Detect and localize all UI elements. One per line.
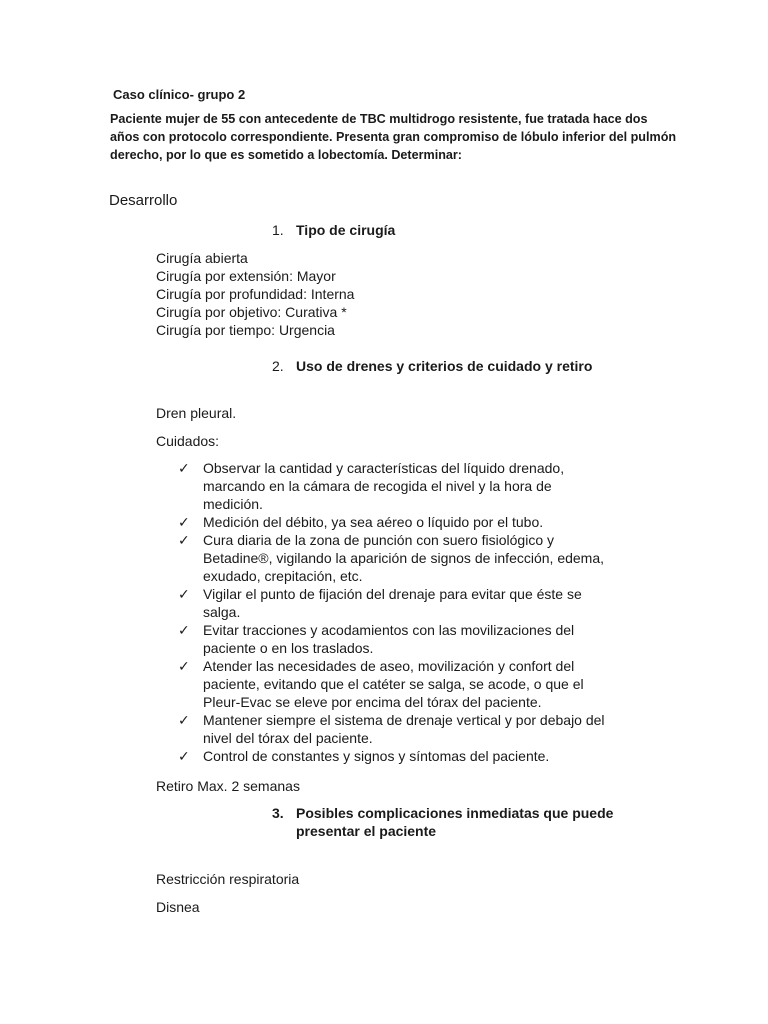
- surgery-type-item: Cirugía por tiempo: Urgencia: [156, 322, 335, 338]
- complication-item: Disnea: [156, 899, 200, 915]
- care-item-line: Cura diaria de la zona de punción con suero fisiológico y: [203, 532, 554, 548]
- care-item: [178, 585, 678, 621]
- question-3-title: [296, 804, 613, 840]
- care-item-line: paciente, evitando que el catéter se salga, se acode, o que el: [203, 676, 584, 692]
- care-item-line: medición.: [203, 496, 263, 512]
- question-3-title-line: presentar el paciente: [296, 823, 437, 839]
- care-item: [178, 513, 678, 531]
- care-item-line: marcando en la cámara de recogida el nivel y la hora de: [203, 478, 552, 494]
- care-checklist: [178, 459, 678, 765]
- case-description: [110, 110, 677, 164]
- care-item-line: exudado, crepitación, etc.: [203, 568, 363, 584]
- section-title: Desarrollo: [109, 192, 178, 209]
- care-item-line: Pleur-Evac se eleve por encima del tórax del paciente.: [203, 694, 542, 710]
- care-item-line: Mantener siempre el sistema de drenaje vertical y por debajo del: [203, 712, 605, 728]
- checkmark-icon: ✓: [178, 460, 190, 476]
- care-item-line: Vigilar el punto de fijación del drenaje para evitar que éste se: [203, 586, 582, 602]
- care-item: [178, 657, 678, 711]
- intro-line: Paciente mujer de 55 con antecedente de TBC multidrogo resistente, fue tratada hace dos: [110, 112, 648, 126]
- surgery-type-item: Cirugía por objetivo: Curativa *: [156, 304, 347, 320]
- question-1-heading: [272, 222, 395, 238]
- care-item: [178, 531, 678, 585]
- surgery-type-item: Cirugía por extensión: Mayor: [156, 268, 336, 284]
- checkmark-icon: ✓: [178, 586, 190, 602]
- surgery-type-item: Cirugía abierta: [156, 250, 248, 266]
- care-item: [178, 711, 678, 747]
- checkmark-icon: ✓: [178, 622, 190, 638]
- drain-type: Dren pleural.: [156, 405, 237, 421]
- question-1-number: 1.: [272, 222, 284, 238]
- question-3-number: 3.: [272, 805, 284, 821]
- care-item-line: paciente o en los traslados.: [203, 640, 374, 656]
- care-item-line: Evitar tracciones y acodamientos con las movilizaciones del: [203, 622, 575, 638]
- care-item-line: Betadine®, vigilando la aparición de signos de infección, edema,: [203, 550, 605, 566]
- intro-line: derecho, por lo que es sometido a lobectomía. Determinar:: [110, 148, 463, 162]
- question-3-title-line: Posibles complicaciones inmediatas que puede: [296, 805, 614, 821]
- surgery-type-list: [156, 249, 354, 339]
- question-1-title: Tipo de cirugía: [296, 222, 396, 238]
- care-item: [178, 621, 678, 657]
- care-label: Cuidados:: [156, 433, 220, 449]
- removal-criteria: Retiro Max. 2 semanas: [156, 778, 300, 794]
- case-title: Caso clínico- grupo 2: [113, 87, 246, 102]
- checkmark-icon: ✓: [178, 658, 190, 674]
- care-item: [178, 747, 678, 765]
- checkmark-icon: ✓: [178, 712, 190, 728]
- question-2-heading: [272, 358, 592, 374]
- care-item-line: nivel del tórax del paciente.: [203, 730, 373, 746]
- care-item-line: Observar la cantidad y características del líquido drenado,: [203, 460, 565, 476]
- complication-item: Restricción respiratoria: [156, 871, 300, 887]
- checkmark-icon: ✓: [178, 748, 190, 764]
- intro-line: años con protocolo correspondiente. Presenta gran compromiso de lóbulo inferior del pulmón: [110, 130, 677, 144]
- care-item-line: salga.: [203, 604, 241, 620]
- question-2-number: 2.: [272, 358, 284, 374]
- care-item-line: Atender las necesidades de aseo, movilización y confort del: [203, 658, 575, 674]
- care-item-line: Medición del débito, ya sea aéreo o líquido por el tubo.: [203, 514, 544, 530]
- care-item-line: Control de constantes y signos y síntomas del paciente.: [203, 748, 550, 764]
- checkmark-icon: ✓: [178, 514, 190, 530]
- care-item: [178, 459, 678, 513]
- checkmark-icon: ✓: [178, 532, 190, 548]
- surgery-type-item: Cirugía por profundidad: Interna: [156, 286, 355, 302]
- question-2-title: Uso de drenes y criterios de cuidado y retiro: [296, 358, 593, 374]
